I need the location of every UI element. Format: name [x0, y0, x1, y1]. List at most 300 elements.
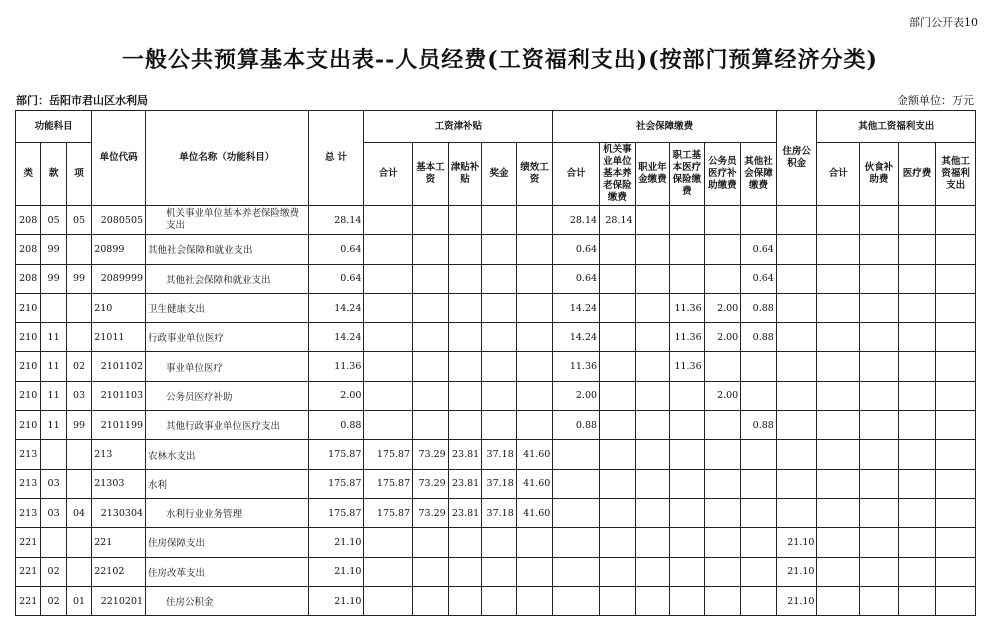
cell-civil-medical	[704, 264, 741, 293]
cell-unit-code: 2101102	[92, 352, 146, 381]
cell-bonus	[482, 411, 517, 440]
cell-civil-medical	[704, 557, 741, 586]
col-lei: 类	[16, 143, 41, 206]
cell-pension	[600, 411, 636, 440]
cell-perf-wage	[516, 235, 553, 264]
cell-medical: 11.36	[670, 352, 705, 381]
cell-medical	[670, 557, 705, 586]
cell-other-welfare	[936, 323, 976, 352]
cell-bonus	[482, 557, 517, 586]
cell-bonus: 37.18	[482, 469, 517, 498]
cell-medical	[670, 235, 705, 264]
col-med-fee: 医疗费	[898, 143, 936, 206]
table-row	[16, 381, 976, 410]
cell-basic-wage	[413, 323, 449, 352]
cell-kuan: 11	[41, 411, 66, 440]
cell-meal	[860, 293, 899, 322]
cell-other-social	[741, 528, 777, 557]
cell-other-welfare	[936, 440, 976, 469]
col-xiang: 项	[66, 143, 91, 206]
cell-housing	[776, 411, 817, 440]
cell-allowance	[448, 235, 482, 264]
table-row	[16, 206, 976, 235]
cell-perf-wage	[516, 381, 553, 410]
col-perf-wage: 绩效工资	[516, 143, 553, 206]
cell-allowance	[448, 381, 482, 410]
cell-civil-medical	[704, 498, 741, 527]
col-func-subject: 功能科目	[16, 111, 92, 143]
cell-perf-wage	[516, 411, 553, 440]
cell-medical	[670, 469, 705, 498]
table-row	[16, 323, 976, 352]
budget-table	[15, 110, 976, 616]
cell-med-fee	[898, 411, 936, 440]
cell-social-sum	[553, 498, 600, 527]
cell-pension	[600, 352, 636, 381]
cell-other-welfare	[936, 264, 976, 293]
cell-other-sum	[817, 469, 860, 498]
cell-bonus: 37.18	[482, 498, 517, 527]
cell-wage-sum	[364, 264, 413, 293]
cell-pension	[600, 528, 636, 557]
cell-allowance	[448, 323, 482, 352]
col-other-social: 其他社会保障缴费	[741, 143, 777, 206]
cell-unit-name: 住房公积金	[146, 586, 309, 615]
cell-annuity	[635, 440, 670, 469]
cell-pension	[600, 323, 636, 352]
cell-housing	[776, 206, 817, 235]
cell-total: 14.24	[308, 323, 364, 352]
cell-allowance	[448, 206, 482, 235]
cell-other-social: 0.88	[741, 293, 777, 322]
cell-other-social	[741, 586, 777, 615]
cell-pension	[600, 469, 636, 498]
cell-civil-medical	[704, 352, 741, 381]
cell-med-fee	[898, 293, 936, 322]
cell-annuity	[635, 586, 670, 615]
cell-annuity	[635, 323, 670, 352]
cell-pension	[600, 293, 636, 322]
cell-other-sum	[817, 235, 860, 264]
cell-medical	[670, 411, 705, 440]
cell-meal	[860, 381, 899, 410]
cell-social-sum	[553, 586, 600, 615]
cell-other-social: 0.88	[741, 323, 777, 352]
cell-housing	[776, 469, 817, 498]
cell-med-fee	[898, 586, 936, 615]
cell-kuan	[41, 528, 66, 557]
table-row	[16, 498, 976, 527]
cell-med-fee	[898, 264, 936, 293]
cell-wage-sum	[364, 528, 413, 557]
cell-total: 175.87	[308, 498, 364, 527]
cell-unit-code: 2210201	[92, 586, 146, 615]
cell-lei: 210	[16, 293, 41, 322]
cell-xiang	[66, 235, 91, 264]
cell-med-fee	[898, 235, 936, 264]
cell-unit-name: 其他行政事业单位医疗支出	[146, 411, 309, 440]
cell-wage-sum	[364, 557, 413, 586]
cell-unit-code: 2089999	[92, 264, 146, 293]
cell-social-sum	[553, 528, 600, 557]
cell-med-fee	[898, 381, 936, 410]
cell-unit-code: 221	[92, 528, 146, 557]
cell-xiang: 05	[66, 206, 91, 235]
cell-pension: 28.14	[600, 206, 636, 235]
cell-med-fee	[898, 557, 936, 586]
cell-unit-name: 公务员医疗补助	[146, 381, 309, 410]
cell-kuan: 03	[41, 469, 66, 498]
cell-lei: 208	[16, 235, 41, 264]
cell-wage-sum	[364, 206, 413, 235]
cell-medical	[670, 264, 705, 293]
cell-pension	[600, 264, 636, 293]
cell-annuity	[635, 528, 670, 557]
cell-perf-wage	[516, 352, 553, 381]
cell-civil-medical: 2.00	[704, 293, 741, 322]
cell-civil-medical	[704, 206, 741, 235]
cell-xiang	[66, 293, 91, 322]
col-allowance: 津贴补贴	[448, 143, 482, 206]
cell-basic-wage	[413, 528, 449, 557]
cell-med-fee	[898, 206, 936, 235]
cell-housing	[776, 352, 817, 381]
cell-meal	[860, 440, 899, 469]
cell-med-fee	[898, 440, 936, 469]
col-other-welfare: 其他工资福利支出	[936, 143, 976, 206]
cell-unit-name: 农林水支出	[146, 440, 309, 469]
header-row-group	[16, 111, 976, 143]
cell-wage-sum	[364, 323, 413, 352]
cell-xiang	[66, 323, 91, 352]
cell-pension	[600, 235, 636, 264]
cell-xiang: 01	[66, 586, 91, 615]
cell-annuity	[635, 381, 670, 410]
cell-meal	[860, 323, 899, 352]
department-label: 部门：岳阳市君山区水利局	[16, 94, 148, 107]
cell-allowance	[448, 293, 482, 322]
table-row	[16, 264, 976, 293]
cell-kuan: 99	[41, 235, 66, 264]
cell-other-welfare	[936, 557, 976, 586]
cell-civil-medical	[704, 411, 741, 440]
cell-basic-wage	[413, 557, 449, 586]
cell-pension	[600, 498, 636, 527]
table-row	[16, 528, 976, 557]
cell-other-sum	[817, 498, 860, 527]
cell-xiang	[66, 557, 91, 586]
cell-unit-code: 2101103	[92, 381, 146, 410]
cell-meal	[860, 557, 899, 586]
cell-kuan: 11	[41, 381, 66, 410]
cell-perf-wage	[516, 323, 553, 352]
cell-other-sum	[817, 411, 860, 440]
cell-other-sum	[817, 293, 860, 322]
cell-total: 0.88	[308, 411, 364, 440]
cell-civil-medical	[704, 235, 741, 264]
col-civil-medical: 公务员医疗补助缴费	[704, 143, 741, 206]
cell-unit-code: 210	[92, 293, 146, 322]
cell-kuan: 11	[41, 352, 66, 381]
cell-med-fee	[898, 323, 936, 352]
col-social-group: 社会保障缴费	[553, 111, 776, 143]
cell-annuity	[635, 498, 670, 527]
cell-unit-name: 水利行业业务管理	[146, 498, 309, 527]
cell-bonus	[482, 264, 517, 293]
cell-other-sum	[817, 323, 860, 352]
cell-social-sum: 14.24	[553, 293, 600, 322]
cell-other-social	[741, 557, 777, 586]
cell-total: 175.87	[308, 469, 364, 498]
cell-total: 14.24	[308, 293, 364, 322]
cell-wage-sum: 175.87	[364, 469, 413, 498]
cell-perf-wage: 41.60	[516, 498, 553, 527]
table-body	[16, 206, 976, 616]
cell-meal	[860, 206, 899, 235]
cell-other-sum	[817, 586, 860, 615]
cell-housing: 21.10	[776, 557, 817, 586]
col-other-group: 其他工资福利支出	[817, 111, 976, 143]
cell-social-sum	[553, 440, 600, 469]
cell-xiang	[66, 440, 91, 469]
cell-unit-code: 213	[92, 440, 146, 469]
cell-allowance: 23.81	[448, 498, 482, 527]
col-unit-code: 单位代码	[92, 111, 146, 206]
cell-lei: 221	[16, 557, 41, 586]
cell-lei: 221	[16, 586, 41, 615]
cell-unit-name: 机关事业单位基本养老保险缴费支出	[146, 206, 309, 235]
cell-lei: 208	[16, 264, 41, 293]
table-row	[16, 293, 976, 322]
cell-other-social: 0.88	[741, 411, 777, 440]
cell-perf-wage	[516, 528, 553, 557]
cell-annuity	[635, 206, 670, 235]
cell-bonus	[482, 352, 517, 381]
cell-lei: 221	[16, 528, 41, 557]
table-row	[16, 352, 976, 381]
cell-med-fee	[898, 352, 936, 381]
cell-other-welfare	[936, 528, 976, 557]
col-other-sum: 合计	[817, 143, 860, 206]
cell-other-welfare	[936, 381, 976, 410]
cell-kuan	[41, 293, 66, 322]
cell-other-sum	[817, 440, 860, 469]
cell-unit-name: 住房保障支出	[146, 528, 309, 557]
cell-total: 2.00	[308, 381, 364, 410]
cell-annuity	[635, 293, 670, 322]
cell-unit-name: 其他社会保障和就业支出	[146, 235, 309, 264]
cell-kuan: 99	[41, 264, 66, 293]
col-medical: 职工基本医疗保险缴费	[670, 143, 705, 206]
cell-annuity	[635, 264, 670, 293]
cell-basic-wage	[413, 264, 449, 293]
cell-civil-medical	[704, 586, 741, 615]
amount-unit-label: 金额单位：万元	[897, 94, 974, 107]
cell-housing: 21.10	[776, 586, 817, 615]
table-number: 部门公开表10	[909, 16, 978, 29]
cell-medical	[670, 206, 705, 235]
cell-other-social	[741, 469, 777, 498]
cell-unit-name: 水利	[146, 469, 309, 498]
cell-unit-code: 2080505	[92, 206, 146, 235]
cell-other-welfare	[936, 352, 976, 381]
cell-other-social: 0.64	[741, 264, 777, 293]
cell-civil-medical	[704, 440, 741, 469]
cell-wage-sum	[364, 352, 413, 381]
cell-other-social	[741, 498, 777, 527]
cell-meal	[860, 411, 899, 440]
cell-social-sum: 0.88	[553, 411, 600, 440]
col-wage-group: 工资津补贴	[364, 111, 553, 143]
cell-unit-name: 事业单位医疗	[146, 352, 309, 381]
cell-kuan	[41, 440, 66, 469]
cell-lei: 210	[16, 352, 41, 381]
cell-pension	[600, 381, 636, 410]
cell-total: 21.10	[308, 586, 364, 615]
cell-housing	[776, 293, 817, 322]
cell-basic-wage	[413, 206, 449, 235]
cell-xiang	[66, 469, 91, 498]
cell-lei: 213	[16, 469, 41, 498]
cell-social-sum: 2.00	[553, 381, 600, 410]
cell-medical: 11.36	[670, 323, 705, 352]
cell-housing	[776, 440, 817, 469]
cell-medical	[670, 586, 705, 615]
cell-civil-medical	[704, 528, 741, 557]
cell-other-welfare	[936, 469, 976, 498]
cell-other-welfare	[936, 411, 976, 440]
cell-total: 0.64	[308, 235, 364, 264]
cell-basic-wage	[413, 411, 449, 440]
page-title: 一般公共预算基本支出表--人员经费(工资福利支出)(按部门预算经济分类)	[122, 47, 878, 73]
cell-housing	[776, 235, 817, 264]
cell-xiang: 03	[66, 381, 91, 410]
cell-annuity	[635, 411, 670, 440]
cell-med-fee	[898, 469, 936, 498]
cell-unit-code: 21303	[92, 469, 146, 498]
cell-allowance	[448, 586, 482, 615]
col-wage-sum: 合计	[364, 143, 413, 206]
cell-meal	[860, 528, 899, 557]
cell-civil-medical: 2.00	[704, 323, 741, 352]
cell-other-social	[741, 352, 777, 381]
cell-meal	[860, 469, 899, 498]
cell-total: 21.10	[308, 528, 364, 557]
cell-lei: 208	[16, 206, 41, 235]
cell-allowance	[448, 264, 482, 293]
cell-social-sum	[553, 469, 600, 498]
cell-social-sum: 28.14	[553, 206, 600, 235]
cell-pension	[600, 440, 636, 469]
cell-basic-wage	[413, 352, 449, 381]
cell-basic-wage: 73.29	[413, 440, 449, 469]
cell-perf-wage	[516, 557, 553, 586]
cell-wage-sum: 175.87	[364, 498, 413, 527]
cell-basic-wage: 73.29	[413, 498, 449, 527]
cell-lei: 213	[16, 440, 41, 469]
cell-lei: 213	[16, 498, 41, 527]
cell-kuan: 05	[41, 206, 66, 235]
cell-allowance	[448, 411, 482, 440]
cell-allowance: 23.81	[448, 440, 482, 469]
cell-lei: 210	[16, 323, 41, 352]
cell-social-sum: 11.36	[553, 352, 600, 381]
cell-total: 175.87	[308, 440, 364, 469]
cell-meal	[860, 498, 899, 527]
cell-other-welfare	[936, 586, 976, 615]
cell-wage-sum: 175.87	[364, 440, 413, 469]
cell-medical	[670, 528, 705, 557]
cell-other-sum	[817, 557, 860, 586]
cell-social-sum: 0.64	[553, 235, 600, 264]
cell-other-sum	[817, 264, 860, 293]
cell-bonus	[482, 381, 517, 410]
cell-basic-wage	[413, 293, 449, 322]
col-total: 总 计	[308, 111, 364, 206]
cell-wage-sum	[364, 411, 413, 440]
cell-housing	[776, 264, 817, 293]
cell-perf-wage	[516, 293, 553, 322]
cell-allowance: 23.81	[448, 469, 482, 498]
cell-total: 28.14	[308, 206, 364, 235]
cell-meal	[860, 235, 899, 264]
table-row	[16, 440, 976, 469]
cell-perf-wage	[516, 586, 553, 615]
cell-med-fee	[898, 498, 936, 527]
col-basic-wage: 基本工资	[413, 143, 449, 206]
cell-annuity	[635, 235, 670, 264]
cell-med-fee	[898, 528, 936, 557]
table-row	[16, 586, 976, 615]
cell-allowance	[448, 557, 482, 586]
cell-total: 0.64	[308, 264, 364, 293]
cell-unit-code: 2130304	[92, 498, 146, 527]
cell-other-sum	[817, 381, 860, 410]
cell-annuity	[635, 557, 670, 586]
cell-unit-name: 其他社会保障和就业支出	[146, 264, 309, 293]
cell-other-social	[741, 381, 777, 410]
cell-pension	[600, 557, 636, 586]
cell-housing: 21.10	[776, 528, 817, 557]
cell-perf-wage: 41.60	[516, 440, 553, 469]
cell-other-welfare	[936, 498, 976, 527]
cell-perf-wage	[516, 206, 553, 235]
cell-kuan: 02	[41, 586, 66, 615]
col-bonus: 奖金	[482, 143, 517, 206]
cell-basic-wage: 73.29	[413, 469, 449, 498]
col-social-sum: 合计	[553, 143, 600, 206]
cell-unit-name: 卫生健康支出	[146, 293, 309, 322]
cell-allowance	[448, 528, 482, 557]
cell-housing	[776, 498, 817, 527]
cell-lei: 210	[16, 411, 41, 440]
cell-other-welfare	[936, 235, 976, 264]
cell-bonus	[482, 206, 517, 235]
cell-xiang: 04	[66, 498, 91, 527]
cell-meal	[860, 264, 899, 293]
table-row	[16, 235, 976, 264]
cell-unit-name: 住房改革支出	[146, 557, 309, 586]
table-row	[16, 469, 976, 498]
cell-perf-wage	[516, 264, 553, 293]
cell-other-sum	[817, 206, 860, 235]
cell-bonus	[482, 235, 517, 264]
cell-unit-code: 20899	[92, 235, 146, 264]
cell-medical	[670, 381, 705, 410]
col-housing: 住房公积金	[776, 111, 817, 206]
col-pension: 机关事业单位基本养老保险缴费	[600, 143, 636, 206]
col-annuity: 职业年金缴费	[635, 143, 670, 206]
